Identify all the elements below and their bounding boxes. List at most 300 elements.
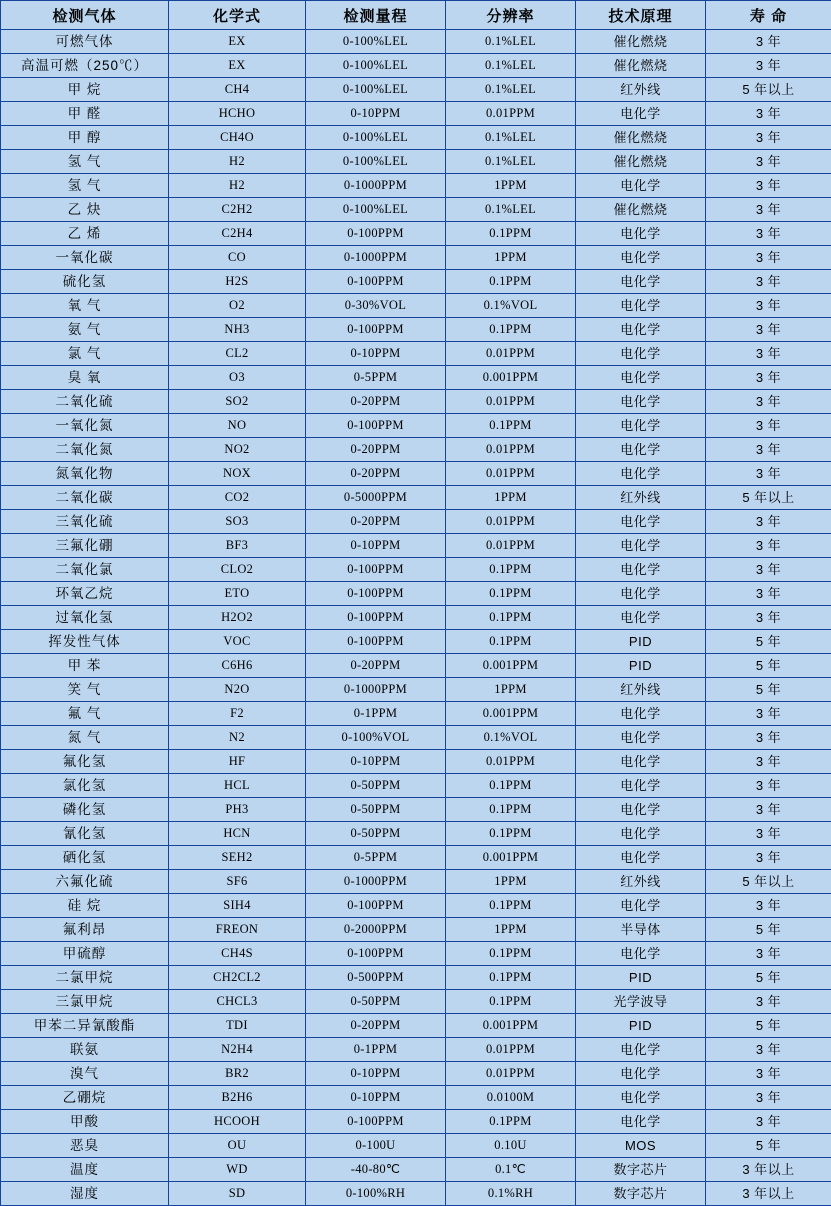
cell-technology: 催化燃烧 xyxy=(576,54,706,78)
cell-gas: 甲酸 xyxy=(1,1110,169,1134)
cell-resolution: 0.001PPM xyxy=(446,846,576,870)
cell-gas: 过氧化氢 xyxy=(1,606,169,630)
cell-gas: 六氟化硫 xyxy=(1,870,169,894)
cell-gas: 溴气 xyxy=(1,1062,169,1086)
cell-gas: 联氨 xyxy=(1,1038,169,1062)
cell-technology: 催化燃烧 xyxy=(576,198,706,222)
cell-gas: 甲硫醇 xyxy=(1,942,169,966)
cell-technology: 电化学 xyxy=(576,510,706,534)
cell-formula: ETO xyxy=(169,582,306,606)
cell-formula: B2H6 xyxy=(169,1086,306,1110)
cell-formula: WD xyxy=(169,1158,306,1182)
cell-resolution: 0.001PPM xyxy=(446,702,576,726)
cell-lifetime: 3 年 xyxy=(706,774,831,798)
cell-gas: 氟利昂 xyxy=(1,918,169,942)
cell-technology: 半导体 xyxy=(576,918,706,942)
table-row xyxy=(1,774,831,798)
cell-formula: O2 xyxy=(169,294,306,318)
cell-resolution: 0.1%VOL xyxy=(446,726,576,750)
cell-technology: 电化学 xyxy=(576,270,706,294)
table-row xyxy=(1,1086,831,1110)
cell-gas: 二氧化硫 xyxy=(1,390,169,414)
cell-resolution: 0.1PPM xyxy=(446,774,576,798)
cell-formula: EX xyxy=(169,54,306,78)
cell-lifetime: 3 年 xyxy=(706,462,831,486)
cell-lifetime: 3 年 xyxy=(706,582,831,606)
cell-gas: 乙 烯 xyxy=(1,222,169,246)
cell-gas: 甲 醇 xyxy=(1,126,169,150)
cell-range: 0-100U xyxy=(306,1134,446,1158)
table-row xyxy=(1,798,831,822)
cell-formula: CO2 xyxy=(169,486,306,510)
cell-resolution: 0.1%LEL xyxy=(446,78,576,102)
cell-range: -40-80℃ xyxy=(306,1158,446,1182)
cell-technology: 催化燃烧 xyxy=(576,126,706,150)
table-row xyxy=(1,750,831,774)
cell-resolution: 0.01PPM xyxy=(446,1062,576,1086)
cell-gas: 二氧化氯 xyxy=(1,558,169,582)
cell-technology: 电化学 xyxy=(576,438,706,462)
cell-range: 0-100%LEL xyxy=(306,78,446,102)
table-row xyxy=(1,1182,831,1206)
cell-gas: 磷化氢 xyxy=(1,798,169,822)
cell-technology: PID xyxy=(576,630,706,654)
cell-resolution: 0.1PPM xyxy=(446,222,576,246)
cell-formula: SF6 xyxy=(169,870,306,894)
cell-resolution: 0.1%LEL xyxy=(446,54,576,78)
cell-formula: N2O xyxy=(169,678,306,702)
table-row xyxy=(1,414,831,438)
cell-range: 0-5000PPM xyxy=(306,486,446,510)
cell-formula: EX xyxy=(169,30,306,54)
cell-resolution: 0.1PPM xyxy=(446,318,576,342)
cell-range: 0-1PPM xyxy=(306,1038,446,1062)
table-row xyxy=(1,390,831,414)
table-row xyxy=(1,270,831,294)
cell-technology: 电化学 xyxy=(576,1110,706,1134)
cell-lifetime: 3 年 xyxy=(706,990,831,1014)
table-row xyxy=(1,558,831,582)
cell-formula: NOX xyxy=(169,462,306,486)
cell-range: 0-100PPM xyxy=(306,222,446,246)
cell-lifetime: 5 年 xyxy=(706,918,831,942)
cell-gas: 湿度 xyxy=(1,1182,169,1206)
cell-lifetime: 3 年 xyxy=(706,534,831,558)
cell-lifetime: 3 年 xyxy=(706,126,831,150)
cell-technology: PID xyxy=(576,966,706,990)
table-row xyxy=(1,942,831,966)
table-row xyxy=(1,990,831,1014)
cell-formula: CHCL3 xyxy=(169,990,306,1014)
cell-formula: FREON xyxy=(169,918,306,942)
cell-resolution: 0.1PPM xyxy=(446,894,576,918)
cell-technology: 电化学 xyxy=(576,1062,706,1086)
cell-lifetime: 3 年 xyxy=(706,342,831,366)
cell-resolution: 0.1%RH xyxy=(446,1182,576,1206)
table-row xyxy=(1,918,831,942)
cell-range: 0-50PPM xyxy=(306,774,446,798)
cell-gas: 笑 气 xyxy=(1,678,169,702)
cell-technology: 催化燃烧 xyxy=(576,150,706,174)
cell-lifetime: 5 年 xyxy=(706,678,831,702)
cell-resolution: 0.0100M xyxy=(446,1086,576,1110)
cell-lifetime: 3 年 xyxy=(706,1110,831,1134)
cell-gas: 乙硼烷 xyxy=(1,1086,169,1110)
cell-formula: C2H4 xyxy=(169,222,306,246)
cell-range: 0-100%RH xyxy=(306,1182,446,1206)
cell-formula: CH4 xyxy=(169,78,306,102)
cell-lifetime: 3 年 xyxy=(706,750,831,774)
table-row xyxy=(1,1038,831,1062)
cell-lifetime: 5 年 xyxy=(706,966,831,990)
cell-resolution: 0.1PPM xyxy=(446,990,576,1014)
table-row xyxy=(1,246,831,270)
cell-lifetime: 5 年以上 xyxy=(706,870,831,894)
cell-technology: 数字芯片 xyxy=(576,1182,706,1206)
cell-technology: 电化学 xyxy=(576,366,706,390)
table-row xyxy=(1,678,831,702)
cell-formula: SO2 xyxy=(169,390,306,414)
cell-gas: 氢 气 xyxy=(1,150,169,174)
cell-resolution: 0.001PPM xyxy=(446,366,576,390)
cell-gas: 恶臭 xyxy=(1,1134,169,1158)
table-row xyxy=(1,54,831,78)
cell-technology: MOS xyxy=(576,1134,706,1158)
table-row xyxy=(1,318,831,342)
table-row xyxy=(1,702,831,726)
cell-technology: 光学波导 xyxy=(576,990,706,1014)
cell-formula: N2H4 xyxy=(169,1038,306,1062)
cell-resolution: 0.001PPM xyxy=(446,1014,576,1038)
cell-technology: 电化学 xyxy=(576,582,706,606)
table-row xyxy=(1,1110,831,1134)
cell-gas: 甲 苯 xyxy=(1,654,169,678)
cell-resolution: 0.1℃ xyxy=(446,1158,576,1182)
cell-lifetime: 3 年 xyxy=(706,150,831,174)
cell-formula: HCN xyxy=(169,822,306,846)
table-row xyxy=(1,870,831,894)
cell-technology: 电化学 xyxy=(576,822,706,846)
table-row xyxy=(1,438,831,462)
cell-lifetime: 3 年 xyxy=(706,702,831,726)
cell-technology: 电化学 xyxy=(576,102,706,126)
cell-resolution: 0.1PPM xyxy=(446,606,576,630)
cell-technology: PID xyxy=(576,654,706,678)
cell-gas: 二氧化氮 xyxy=(1,438,169,462)
table-row xyxy=(1,534,831,558)
cell-range: 0-100PPM xyxy=(306,942,446,966)
cell-resolution: 0.1%LEL xyxy=(446,30,576,54)
table-row xyxy=(1,966,831,990)
cell-formula: C6H6 xyxy=(169,654,306,678)
cell-range: 0-50PPM xyxy=(306,990,446,1014)
cell-formula: HCOOH xyxy=(169,1110,306,1134)
cell-technology: PID xyxy=(576,1014,706,1038)
cell-range: 0-20PPM xyxy=(306,510,446,534)
cell-resolution: 0.01PPM xyxy=(446,438,576,462)
cell-formula: HCHO xyxy=(169,102,306,126)
cell-formula: CLO2 xyxy=(169,558,306,582)
table-row xyxy=(1,726,831,750)
table-row xyxy=(1,510,831,534)
cell-range: 0-5PPM xyxy=(306,846,446,870)
cell-resolution: 0.001PPM xyxy=(446,654,576,678)
cell-gas: 氢 气 xyxy=(1,174,169,198)
cell-technology: 电化学 xyxy=(576,702,706,726)
cell-lifetime: 5 年以上 xyxy=(706,486,831,510)
table-header xyxy=(1,1,831,30)
cell-formula: TDI xyxy=(169,1014,306,1038)
table-row xyxy=(1,102,831,126)
table-row xyxy=(1,1158,831,1182)
table-row xyxy=(1,846,831,870)
cell-resolution: 0.01PPM xyxy=(446,534,576,558)
column-header-technology: 技术原理 xyxy=(576,1,706,30)
cell-range: 0-10PPM xyxy=(306,102,446,126)
cell-lifetime: 3 年 xyxy=(706,294,831,318)
cell-resolution: 0.1%VOL xyxy=(446,294,576,318)
cell-formula: HF xyxy=(169,750,306,774)
cell-formula: C2H2 xyxy=(169,198,306,222)
cell-technology: 电化学 xyxy=(576,414,706,438)
table-row xyxy=(1,630,831,654)
cell-formula: O3 xyxy=(169,366,306,390)
table-row xyxy=(1,654,831,678)
cell-gas: 氯化氢 xyxy=(1,774,169,798)
cell-range: 0-5PPM xyxy=(306,366,446,390)
cell-resolution: 1PPM xyxy=(446,678,576,702)
cell-resolution: 1PPM xyxy=(446,246,576,270)
cell-range: 0-100PPM xyxy=(306,414,446,438)
cell-range: 0-1000PPM xyxy=(306,678,446,702)
cell-range: 0-100%LEL xyxy=(306,198,446,222)
cell-technology: 红外线 xyxy=(576,678,706,702)
cell-range: 0-20PPM xyxy=(306,390,446,414)
cell-technology: 电化学 xyxy=(576,846,706,870)
cell-technology: 电化学 xyxy=(576,534,706,558)
table-row xyxy=(1,1134,831,1158)
cell-gas: 臭 氧 xyxy=(1,366,169,390)
cell-gas: 环氧乙烷 xyxy=(1,582,169,606)
cell-range: 0-10PPM xyxy=(306,342,446,366)
cell-formula: PH3 xyxy=(169,798,306,822)
cell-formula: BF3 xyxy=(169,534,306,558)
cell-resolution: 1PPM xyxy=(446,486,576,510)
cell-technology: 电化学 xyxy=(576,342,706,366)
cell-gas: 挥发性气体 xyxy=(1,630,169,654)
cell-range: 0-30%VOL xyxy=(306,294,446,318)
cell-gas: 三氧化硫 xyxy=(1,510,169,534)
cell-technology: 电化学 xyxy=(576,222,706,246)
cell-gas: 高温可燃（250℃） xyxy=(1,54,169,78)
cell-range: 0-100PPM xyxy=(306,630,446,654)
cell-resolution: 0.1PPM xyxy=(446,582,576,606)
cell-lifetime: 3 年 xyxy=(706,846,831,870)
cell-range: 0-100%LEL xyxy=(306,126,446,150)
table-row xyxy=(1,822,831,846)
cell-resolution: 0.1PPM xyxy=(446,1110,576,1134)
cell-technology: 红外线 xyxy=(576,78,706,102)
cell-resolution: 0.1%LEL xyxy=(446,198,576,222)
cell-formula: H2O2 xyxy=(169,606,306,630)
table-row xyxy=(1,222,831,246)
cell-formula: SIH4 xyxy=(169,894,306,918)
table-row xyxy=(1,126,831,150)
cell-range: 0-100%VOL xyxy=(306,726,446,750)
cell-lifetime: 3 年 xyxy=(706,1038,831,1062)
cell-formula: N2 xyxy=(169,726,306,750)
column-header-formula: 化学式 xyxy=(169,1,306,30)
cell-lifetime: 5 年 xyxy=(706,1014,831,1038)
cell-gas: 氧 气 xyxy=(1,294,169,318)
cell-lifetime: 3 年 xyxy=(706,1062,831,1086)
cell-lifetime: 3 年以上 xyxy=(706,1158,831,1182)
cell-range: 0-1000PPM xyxy=(306,174,446,198)
cell-range: 0-500PPM xyxy=(306,966,446,990)
cell-formula: CO xyxy=(169,246,306,270)
table-row xyxy=(1,342,831,366)
cell-formula: VOC xyxy=(169,630,306,654)
cell-resolution: 0.1PPM xyxy=(446,630,576,654)
cell-technology: 电化学 xyxy=(576,294,706,318)
table-body xyxy=(1,30,831,1206)
column-header-lifetime: 寿 命 xyxy=(706,1,831,30)
cell-lifetime: 3 年 xyxy=(706,102,831,126)
cell-gas: 氟化氢 xyxy=(1,750,169,774)
table-row xyxy=(1,462,831,486)
cell-resolution: 1PPM xyxy=(446,870,576,894)
cell-gas: 氯 气 xyxy=(1,342,169,366)
cell-gas: 温度 xyxy=(1,1158,169,1182)
cell-lifetime: 3 年 xyxy=(706,822,831,846)
table-row xyxy=(1,1014,831,1038)
table-row xyxy=(1,606,831,630)
cell-lifetime: 3 年 xyxy=(706,510,831,534)
cell-range: 0-1000PPM xyxy=(306,870,446,894)
cell-gas: 氟 气 xyxy=(1,702,169,726)
cell-formula: H2S xyxy=(169,270,306,294)
cell-technology: 电化学 xyxy=(576,942,706,966)
cell-range: 0-10PPM xyxy=(306,750,446,774)
cell-gas: 三氯甲烷 xyxy=(1,990,169,1014)
cell-lifetime: 3 年 xyxy=(706,606,831,630)
cell-gas: 氰化氢 xyxy=(1,822,169,846)
cell-lifetime: 3 年 xyxy=(706,246,831,270)
cell-resolution: 0.1PPM xyxy=(446,414,576,438)
cell-resolution: 0.01PPM xyxy=(446,510,576,534)
cell-lifetime: 3 年 xyxy=(706,414,831,438)
cell-technology: 电化学 xyxy=(576,246,706,270)
cell-technology: 电化学 xyxy=(576,774,706,798)
cell-technology: 电化学 xyxy=(576,726,706,750)
cell-range: 0-10PPM xyxy=(306,1062,446,1086)
cell-technology: 红外线 xyxy=(576,870,706,894)
cell-gas: 甲 烷 xyxy=(1,78,169,102)
cell-technology: 电化学 xyxy=(576,174,706,198)
column-header-gas: 检测气体 xyxy=(1,1,169,30)
cell-gas: 可燃气体 xyxy=(1,30,169,54)
cell-resolution: 0.1PPM xyxy=(446,966,576,990)
cell-range: 0-2000PPM xyxy=(306,918,446,942)
cell-range: 0-100PPM xyxy=(306,606,446,630)
cell-resolution: 0.1%LEL xyxy=(446,126,576,150)
cell-lifetime: 3 年 xyxy=(706,366,831,390)
cell-resolution: 0.01PPM xyxy=(446,342,576,366)
table-row xyxy=(1,294,831,318)
cell-lifetime: 3 年 xyxy=(706,270,831,294)
header-row xyxy=(1,1,831,30)
table-row xyxy=(1,1062,831,1086)
cell-resolution: 0.1PPM xyxy=(446,942,576,966)
cell-formula: CL2 xyxy=(169,342,306,366)
cell-range: 0-50PPM xyxy=(306,822,446,846)
cell-technology: 催化燃烧 xyxy=(576,30,706,54)
cell-formula: SEH2 xyxy=(169,846,306,870)
cell-lifetime: 3 年 xyxy=(706,222,831,246)
cell-technology: 数字芯片 xyxy=(576,1158,706,1182)
cell-resolution: 0.1%LEL xyxy=(446,150,576,174)
cell-resolution: 1PPM xyxy=(446,174,576,198)
cell-technology: 红外线 xyxy=(576,486,706,510)
cell-formula: H2 xyxy=(169,174,306,198)
cell-resolution: 0.01PPM xyxy=(446,390,576,414)
cell-lifetime: 5 年以上 xyxy=(706,78,831,102)
cell-range: 0-100PPM xyxy=(306,270,446,294)
cell-resolution: 0.10U xyxy=(446,1134,576,1158)
cell-gas: 硒化氢 xyxy=(1,846,169,870)
cell-lifetime: 3 年 xyxy=(706,438,831,462)
cell-lifetime: 3 年 xyxy=(706,1086,831,1110)
cell-gas: 甲 醛 xyxy=(1,102,169,126)
cell-formula: NO xyxy=(169,414,306,438)
cell-gas: 乙 炔 xyxy=(1,198,169,222)
cell-gas: 氮 气 xyxy=(1,726,169,750)
table-row xyxy=(1,174,831,198)
cell-range: 0-10PPM xyxy=(306,534,446,558)
cell-lifetime: 3 年 xyxy=(706,558,831,582)
cell-range: 0-20PPM xyxy=(306,462,446,486)
cell-gas: 一氧化碳 xyxy=(1,246,169,270)
cell-gas: 氨 气 xyxy=(1,318,169,342)
cell-range: 0-20PPM xyxy=(306,1014,446,1038)
cell-range: 0-20PPM xyxy=(306,438,446,462)
cell-formula: OU xyxy=(169,1134,306,1158)
cell-range: 0-100PPM xyxy=(306,318,446,342)
cell-lifetime: 3 年 xyxy=(706,726,831,750)
cell-resolution: 0.1PPM xyxy=(446,798,576,822)
cell-lifetime: 3 年 xyxy=(706,198,831,222)
cell-gas: 硫化氢 xyxy=(1,270,169,294)
cell-technology: 电化学 xyxy=(576,750,706,774)
cell-resolution: 0.01PPM xyxy=(446,462,576,486)
cell-lifetime: 3 年 xyxy=(706,798,831,822)
cell-lifetime: 5 年 xyxy=(706,1134,831,1158)
cell-range: 0-100PPM xyxy=(306,894,446,918)
cell-resolution: 0.1PPM xyxy=(446,558,576,582)
cell-range: 0-100PPM xyxy=(306,1110,446,1134)
cell-technology: 电化学 xyxy=(576,558,706,582)
table-row xyxy=(1,894,831,918)
cell-technology: 电化学 xyxy=(576,798,706,822)
cell-range: 0-1000PPM xyxy=(306,246,446,270)
cell-technology: 电化学 xyxy=(576,1086,706,1110)
cell-lifetime: 3 年 xyxy=(706,942,831,966)
cell-formula: F2 xyxy=(169,702,306,726)
table-row xyxy=(1,486,831,510)
cell-technology: 电化学 xyxy=(576,390,706,414)
cell-technology: 电化学 xyxy=(576,894,706,918)
cell-range: 0-1PPM xyxy=(306,702,446,726)
